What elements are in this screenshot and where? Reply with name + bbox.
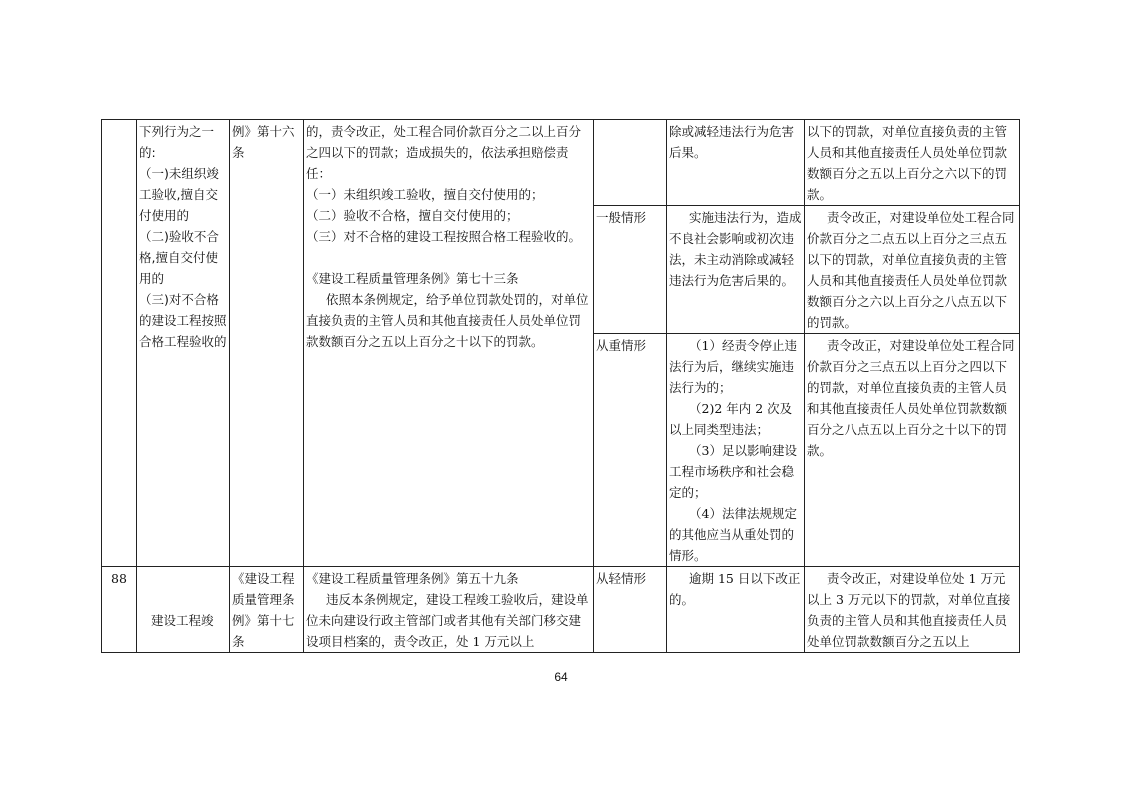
tier-standard-cell: 责令改正，对建设单位处工程合同价款百分之三点五以上百分之四以下的罚款，对单位直接负责的主管人员和其他直接责任人员处单位罚款数额百分之八点五以上百分之十以下的罚款。: [805, 334, 1020, 567]
table-row: [102, 567, 1020, 653]
violation-behavior-cell: [137, 567, 230, 653]
serial-number-cell: [102, 120, 137, 567]
tier-standard-cell: 责令改正，对建设单位处 1 万元以上 3 万元以下的罚款，对单位直接负责的主管人员和其他直接责任人员处单位罚款数额百分之五以上: [805, 567, 1020, 653]
serial-number-cell: 88: [102, 567, 137, 653]
penalty-item: （二）验收不合格，擅自交付使用的；: [306, 208, 519, 223]
penalty-paragraph: 违反本条例规定，建设工程竣工验收后，建设单位未向建设行政主管部门或者其他有关部门移交建设项目档案的，责令改正，处 1 万元以上: [306, 592, 589, 649]
penalty-provision-cell: [304, 120, 594, 567]
tier-level-cell: 从轻情形: [594, 567, 667, 653]
table-row: [102, 120, 1020, 206]
condition-item: （3）足以影响建设工程市场秩序和社会稳定的；: [669, 443, 797, 500]
behavior-text: 建设工程竣: [151, 613, 214, 628]
penalty-item: （一）未组织竣工验收，擅自交付使用的；: [306, 187, 544, 202]
legal-basis-cell: 例》第十六条: [230, 120, 304, 567]
penalty-paragraph: 的，责令改正，处工程合同价款百分之二以上百分之四以下的罚款；造成损失的，依法承担赔偿责任：: [306, 124, 582, 181]
penalty-standards-table: [101, 119, 1020, 653]
tier-condition-cell: 实施违法行为，造成不良社会影响或初次违法，未主动消除或减轻违法行为危害后果的。: [667, 206, 805, 334]
tier-level-cell: 一般情形: [594, 206, 667, 334]
condition-item: （4）法律法规规定的其他应当从重处罚的情形。: [669, 506, 797, 563]
condition-item: （1）经责令停止违法行为后，继续实施违法行为的；: [669, 338, 797, 395]
regulation-title: 《建设工程质量管理条例》第五十九条: [306, 571, 519, 586]
tier-level-cell: 从重情形: [594, 334, 667, 567]
tier-condition-cell: 逾期 15 日以下改正的。: [667, 567, 805, 653]
penalty-paragraph: 依照本条例规定，给予单位罚款处罚的，对单位直接负责的主管人员和其他直接责任人员处单位罚款数额百分之五以上百分之十以下的罚款。: [306, 292, 589, 349]
condition-item: （2)2 年内 2 次及以上同类型违法；: [669, 401, 793, 437]
legal-basis-cell: 《建设工程质量管理条例》第十七条: [230, 567, 304, 653]
penalty-item: （三）对不合格的建设工程按照合格工程验收的。: [306, 229, 582, 244]
tier-condition-cell: [667, 334, 805, 567]
violation-behavior-cell: 下列行为之一的: （一)未组织竣工验收,擅自交付使用的 （二)验收不合格,擅自交付使用的 （三)对不合格的建设工程按照合格工程验收的: [137, 120, 230, 567]
tier-condition-cell: 除或减轻违法行为危害后果。: [667, 120, 805, 206]
tier-standard-cell: 以下的罚款，对单位直接负责的主管人员和其他直接责任人员处单位罚款数额百分之五以上百分之六以下的罚款。: [805, 120, 1020, 206]
spacer: [306, 247, 591, 268]
tier-level-cell: [594, 120, 667, 206]
penalty-provision-cell: [304, 567, 594, 653]
tier-standard-cell: 责令改正，对建设单位处工程合同价款百分之二点五以上百分之三点五以下的罚款，对单位直接负责的主管人员和其他直接责任人员处单位罚款数额百分之六以上百分之八点五以下的罚款。: [805, 206, 1020, 334]
page-number: 64: [554, 670, 568, 684]
regulation-title: 《建设工程质量管理条例》第七十三条: [306, 271, 519, 286]
